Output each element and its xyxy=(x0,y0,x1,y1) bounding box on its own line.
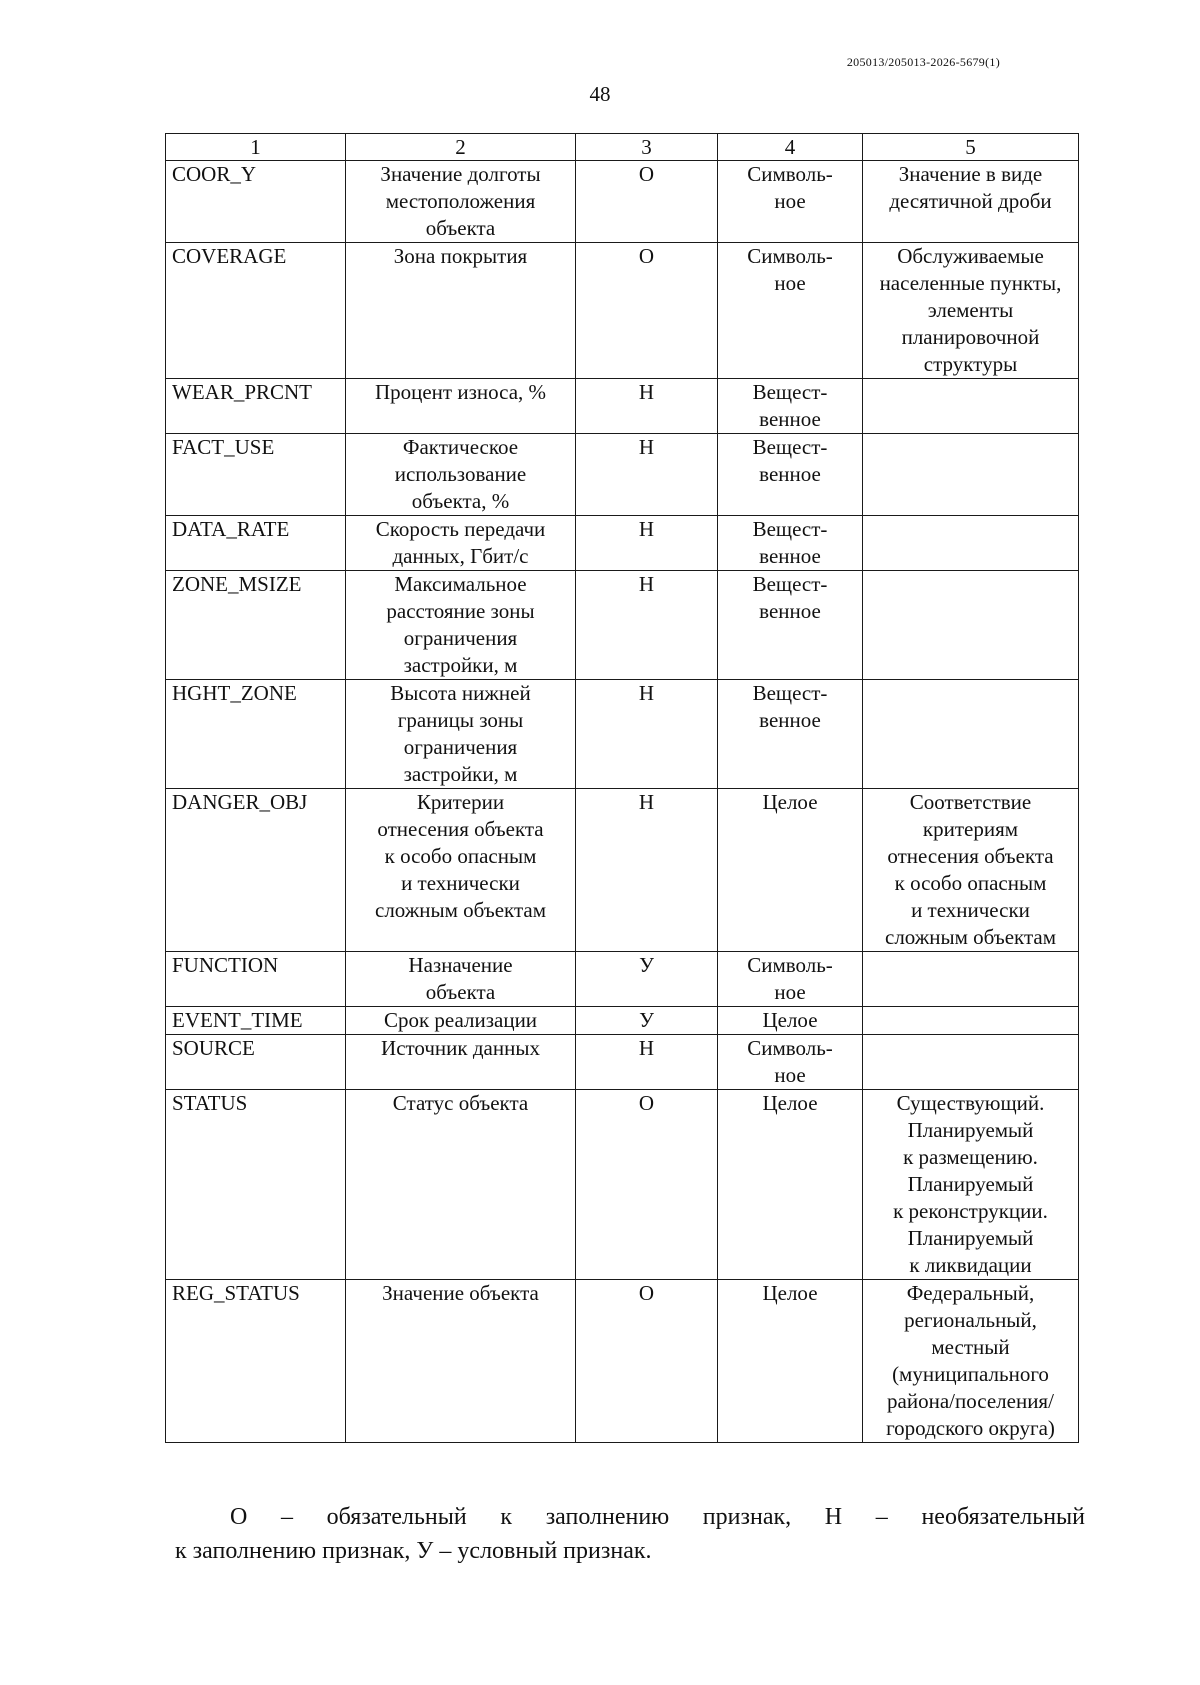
attribute-notes-line: отнесения объекта xyxy=(887,844,1054,868)
attribute-description xyxy=(346,243,576,379)
attribute-type-line: венное xyxy=(759,407,821,431)
attribute-description xyxy=(346,1035,576,1090)
attribute-notes-line: Планируемый xyxy=(907,1226,1034,1250)
attribute-type-line: Вещест- xyxy=(752,435,828,459)
attribute-type-line: ное xyxy=(774,980,806,1004)
attribute-flag: Н xyxy=(576,1035,718,1090)
table-row xyxy=(166,1090,1079,1280)
attribute-notes-line: Планируемый xyxy=(907,1172,1034,1196)
attribute-notes-line: десятичной дроби xyxy=(889,189,1052,213)
attribute-description-line: Источник данных xyxy=(381,1036,540,1060)
attribute-code: FUNCTION xyxy=(166,952,346,1007)
attribute-notes-line: населенные пункты, xyxy=(879,271,1062,295)
attribute-notes xyxy=(863,1035,1079,1090)
attribute-notes-line: Значение в виде xyxy=(898,162,1043,186)
attribute-type xyxy=(718,571,863,680)
attribute-notes xyxy=(863,952,1079,1007)
attribute-description-line: границы зоны xyxy=(397,708,524,732)
attribute-notes xyxy=(863,1090,1079,1280)
attribute-type-line: Вещест- xyxy=(752,517,828,541)
table-row xyxy=(166,161,1079,243)
table-row xyxy=(166,952,1079,1007)
attribute-notes-line: критериям xyxy=(922,817,1019,841)
attribute-code: ZONE_MSIZE xyxy=(166,571,346,680)
attribute-description xyxy=(346,571,576,680)
attribute-type xyxy=(718,434,863,516)
attribute-notes-line: городского округа) xyxy=(886,1416,1055,1440)
attribute-type-line: венное xyxy=(759,599,821,623)
table-row xyxy=(166,434,1079,516)
attribute-flag: О xyxy=(576,161,718,243)
attribute-notes-line: Федеральный, xyxy=(906,1281,1035,1305)
attribute-flag: О xyxy=(576,1280,718,1443)
attribute-type xyxy=(718,1280,863,1443)
attribute-notes-line: к ликвидации xyxy=(909,1253,1032,1277)
attribute-description-line: Высота нижней xyxy=(390,681,531,705)
attribute-notes-line: и технически xyxy=(911,898,1030,922)
table-row xyxy=(166,1280,1079,1443)
attribute-type-line: ное xyxy=(774,1063,806,1087)
attribute-code: FACT_USE xyxy=(166,434,346,516)
table-row xyxy=(166,680,1079,789)
footnote-line-1: О – обязательный к заполнению признак, Н – необязательный xyxy=(230,1504,1085,1530)
attribute-description-line: использование xyxy=(394,462,527,486)
attribute-description xyxy=(346,952,576,1007)
attribute-description xyxy=(346,516,576,571)
attribute-notes xyxy=(863,516,1079,571)
table-header-row xyxy=(166,134,1079,161)
attribute-description-line: данных, Гбит/с xyxy=(392,544,529,568)
attribute-notes-line: элементы xyxy=(927,298,1014,322)
attribute-type-line: Вещест- xyxy=(752,572,828,596)
attribute-type xyxy=(718,1007,863,1035)
attribute-type xyxy=(718,243,863,379)
attribute-description-line: объекта, % xyxy=(411,489,510,513)
attribute-notes-line: сложным объектам xyxy=(885,925,1056,949)
attribute-notes-line: к размещению. xyxy=(903,1145,1038,1169)
attribute-description-line: застройки, м xyxy=(403,653,518,677)
attribute-notes-line: Обслуживаемые xyxy=(897,244,1044,268)
attribute-description-line: Процент износа, % xyxy=(374,380,547,404)
table-row xyxy=(166,379,1079,434)
attribute-type xyxy=(718,516,863,571)
table-row xyxy=(166,1035,1079,1090)
table-row xyxy=(166,1007,1079,1035)
attribute-type-line: Символь- xyxy=(747,1036,833,1060)
attribute-type-line: Символь- xyxy=(747,244,833,268)
attribute-description-line: Максимальное xyxy=(394,572,527,596)
attribute-flag: Н xyxy=(576,789,718,952)
footnote-line-2: к заполнению признак, У – условный признак. xyxy=(175,1538,652,1564)
attribute-flag: О xyxy=(576,243,718,379)
attribute-notes xyxy=(863,1280,1079,1443)
attribute-type-line: Вещест- xyxy=(752,380,828,404)
attribute-code: SOURCE xyxy=(166,1035,346,1090)
attribute-code: STATUS xyxy=(166,1090,346,1280)
attribute-type xyxy=(718,379,863,434)
attribute-description xyxy=(346,680,576,789)
attribute-code: EVENT_TIME xyxy=(166,1007,346,1035)
attribute-flag: Н xyxy=(576,680,718,789)
attribute-description-line: Критерии xyxy=(416,790,505,814)
attribute-notes xyxy=(863,1007,1079,1035)
attribute-type xyxy=(718,952,863,1007)
column-header-4: 4 xyxy=(718,134,863,161)
attribute-notes xyxy=(863,161,1079,243)
attribute-notes-line: к особо опасным xyxy=(894,871,1047,895)
attribute-notes-line: структуры xyxy=(923,352,1018,376)
attribute-description-line: объекта xyxy=(425,216,496,240)
attribute-flag: Н xyxy=(576,571,718,680)
page-number: 48 xyxy=(589,82,611,106)
attribute-description xyxy=(346,379,576,434)
attribute-type-line: Символь- xyxy=(747,162,833,186)
attribute-table xyxy=(165,133,1079,1443)
attribute-type-line: Целое xyxy=(762,1091,818,1115)
attribute-flag: Н xyxy=(576,379,718,434)
attribute-description-line: расстояние зоны xyxy=(386,599,535,623)
column-header-2: 2 xyxy=(346,134,576,161)
attribute-notes xyxy=(863,434,1079,516)
column-header-5: 5 xyxy=(863,134,1079,161)
attribute-description-line: и технически xyxy=(401,871,520,895)
attribute-description-line: застройки, м xyxy=(403,762,518,786)
attribute-type-line: ное xyxy=(774,189,806,213)
attribute-notes-line: региональный, xyxy=(904,1308,1037,1332)
attribute-code: HGHT_ZONE xyxy=(166,680,346,789)
attribute-code: REG_STATUS xyxy=(166,1280,346,1443)
attribute-description-line: Зона покрытия xyxy=(393,244,528,268)
attribute-notes-line: района/поселения/ xyxy=(887,1389,1054,1413)
table-row xyxy=(166,516,1079,571)
attribute-notes-line: Существующий. xyxy=(896,1091,1045,1115)
attribute-type xyxy=(718,161,863,243)
table-row xyxy=(166,571,1079,680)
attribute-type xyxy=(718,1035,863,1090)
attribute-notes xyxy=(863,379,1079,434)
attribute-type-line: венное xyxy=(759,544,821,568)
attribute-notes-line: Соответствие xyxy=(909,790,1032,814)
attribute-flag: У xyxy=(576,1007,718,1035)
attribute-notes xyxy=(863,680,1079,789)
attribute-type-line: ное xyxy=(774,271,806,295)
attribute-description-line: Фактическое xyxy=(402,435,519,459)
attribute-notes-line: к реконструкции. xyxy=(893,1199,1048,1223)
attribute-description-line: ограничения xyxy=(403,735,518,759)
attribute-type-line: Вещест- xyxy=(752,681,828,705)
attribute-code: DATA_RATE xyxy=(166,516,346,571)
attribute-description xyxy=(346,1090,576,1280)
attribute-type-line: венное xyxy=(759,708,821,732)
attribute-description xyxy=(346,161,576,243)
attribute-description-line: Значение долготы xyxy=(380,162,541,186)
attribute-type xyxy=(718,789,863,952)
column-header-3: 3 xyxy=(576,134,718,161)
attribute-type-line: Целое xyxy=(762,1281,818,1305)
attribute-description-line: к особо опасным xyxy=(384,844,537,868)
attribute-type-line: Целое xyxy=(762,1008,818,1032)
attribute-type-line: венное xyxy=(759,462,821,486)
attribute-flag: У xyxy=(576,952,718,1007)
attribute-description-line: Статус объекта xyxy=(392,1091,529,1115)
attribute-description-line: Назначение xyxy=(408,953,513,977)
attribute-code: COOR_Y xyxy=(166,161,346,243)
attribute-description-line: сложным объектам xyxy=(375,898,546,922)
document-number: 205013/205013-2026-5679(1) xyxy=(846,55,1000,69)
attribute-notes-line: Планируемый xyxy=(907,1118,1034,1142)
attribute-description-line: Срок реализации xyxy=(383,1008,538,1032)
attribute-notes xyxy=(863,243,1079,379)
attribute-type xyxy=(718,680,863,789)
attribute-type xyxy=(718,1090,863,1280)
attribute-flag: О xyxy=(576,1090,718,1280)
legend-footnote xyxy=(175,1500,1085,1568)
attribute-description xyxy=(346,1280,576,1443)
attribute-description-line: объекта xyxy=(425,980,496,1004)
attribute-description xyxy=(346,1007,576,1035)
attribute-description-line: местоположения xyxy=(385,189,536,213)
attribute-code: WEAR_PRCNT xyxy=(166,379,346,434)
attribute-description xyxy=(346,434,576,516)
attribute-notes xyxy=(863,571,1079,680)
attribute-description xyxy=(346,789,576,952)
attribute-type-line: Целое xyxy=(762,790,818,814)
attribute-notes-line: местный xyxy=(931,1335,1010,1359)
attribute-notes-line: планировочной xyxy=(901,325,1040,349)
column-header-1: 1 xyxy=(166,134,346,161)
attribute-description-line: ограничения xyxy=(403,626,518,650)
table-row xyxy=(166,243,1079,379)
attribute-description-line: Скорость передачи xyxy=(375,517,546,541)
attribute-code: COVERAGE xyxy=(166,243,346,379)
attribute-description-line: Значение объекта xyxy=(382,1281,539,1305)
attribute-code: DANGER_OBJ xyxy=(166,789,346,952)
attribute-flag: Н xyxy=(576,516,718,571)
attribute-type-line: Символь- xyxy=(747,953,833,977)
table-row xyxy=(166,789,1079,952)
attribute-notes xyxy=(863,789,1079,952)
attribute-description-line: отнесения объекта xyxy=(377,817,544,841)
attribute-flag: Н xyxy=(576,434,718,516)
attribute-notes-line: (муниципального xyxy=(892,1362,1049,1386)
